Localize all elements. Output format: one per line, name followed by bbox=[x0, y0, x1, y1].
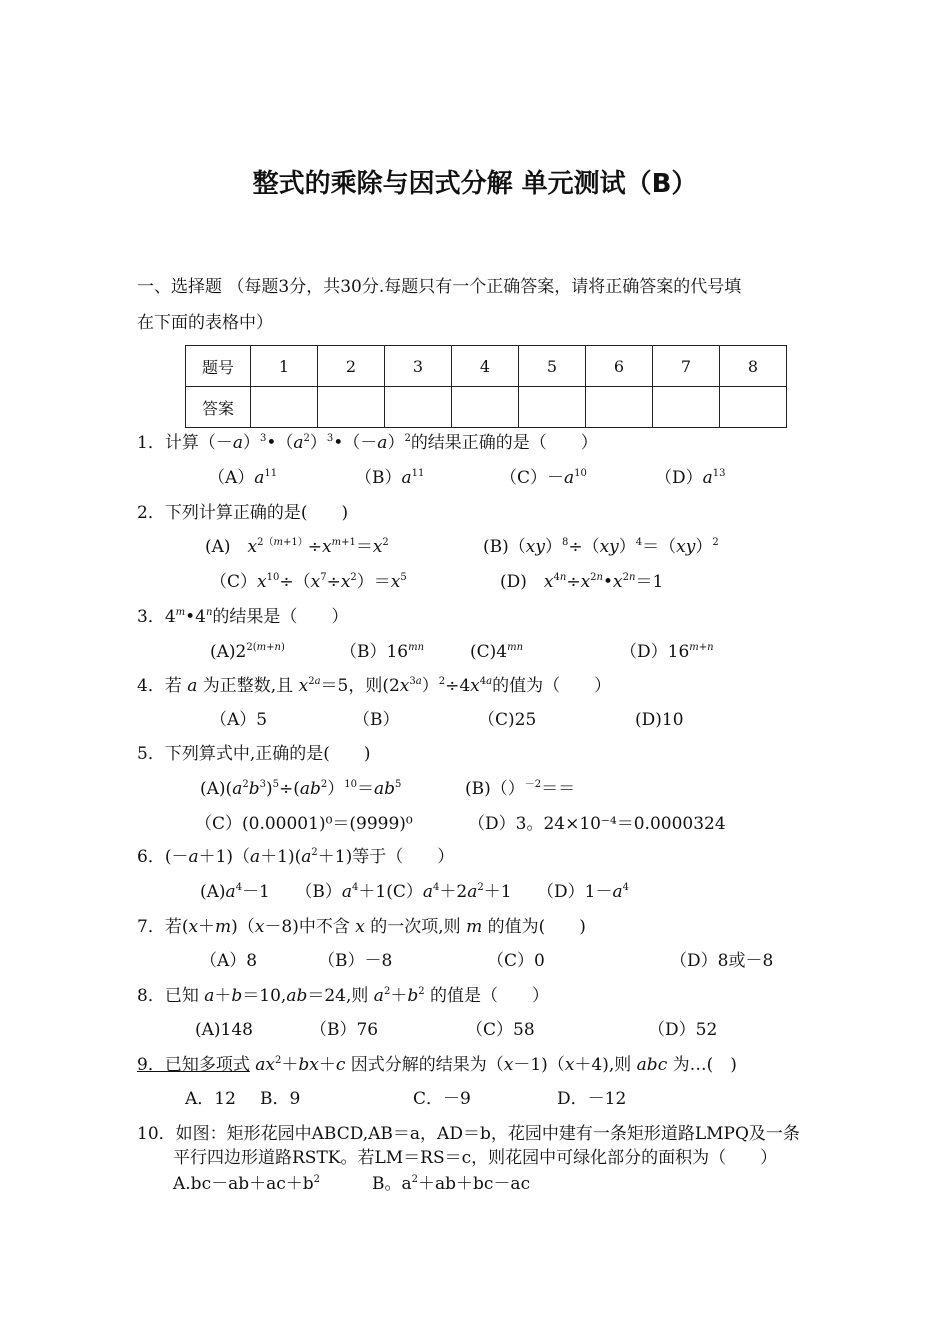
q3-option-d: $(D)16^{m+n}$ bbox=[620, 642, 714, 662]
question-9: 9．已知多项式 $ax^2+bx+c$ 因式分解的结果为（x－1)（x＋4),则 abc 为…( ) bbox=[137, 1055, 737, 1075]
q1-option-c: $(C)-a^{10}$ bbox=[500, 468, 587, 488]
table-header: 题号 bbox=[186, 346, 251, 387]
q2-option-c: $(C)x^{10}\div(x^7\div x^2)=x^5$ bbox=[210, 572, 407, 592]
q7-option-a: （A）8 bbox=[200, 951, 258, 971]
table-row bbox=[186, 387, 787, 428]
q9-option-c: C．－9 bbox=[413, 1089, 471, 1109]
q6-options: $(A)a^4-1$ $(B)a^4+1(C)a^4+2a^2+1$ $(D)1-a^4$ bbox=[200, 882, 629, 902]
table-row bbox=[186, 346, 787, 387]
question-2: 2．下列计算正确的是( ) bbox=[137, 503, 349, 523]
answer-cell-5[interactable] bbox=[519, 387, 586, 428]
q9-option-b: B．9 bbox=[260, 1089, 301, 1109]
table-cell: 6 bbox=[586, 346, 653, 387]
q5-option-b: (B)（）$^{-2}$＝＝ bbox=[465, 779, 576, 799]
page-title: 整式的乘除与因式分解 单元测试（B） bbox=[252, 169, 698, 199]
q9-option-d: D．－12 bbox=[557, 1089, 627, 1109]
question-3: 3．4$^m$•4$^n$的结果是（ ） bbox=[137, 607, 349, 627]
section-heading: 一、选择题 （每题3分，共30分.每题只有一个正确答案，请将正确答案的代号填 bbox=[137, 277, 742, 297]
question-4: 4．若 a 为正整数,且 $x^{2a}=5$，则$(2x^{3a})^2\div 4x^{4a}$的值为（ ） bbox=[137, 676, 612, 696]
q7-option-d: （D）8或－8 bbox=[670, 951, 774, 971]
table-cell: 7 bbox=[653, 346, 720, 387]
section-heading-cont: 在下面的表格中） bbox=[137, 313, 273, 333]
q5-option-d: （D）3。24×10⁻⁴＝0.0000324 bbox=[468, 814, 726, 834]
q10-option-a: $A.bc-ab+ac+b^2$ bbox=[173, 1174, 321, 1194]
table-cell: 1 bbox=[251, 346, 318, 387]
q2-option-d: (D) $x^{4n}\div x^{2n}•x^{2n}=1$ bbox=[500, 572, 664, 592]
q3-option-b: $(B)16^{mn}$ bbox=[340, 642, 425, 662]
q8-option-a: (A)148 bbox=[195, 1020, 253, 1040]
q2-option-a: (A) $x^{2(m+1)}\div x^{m+1}=x^2$ bbox=[205, 537, 389, 557]
table-cell: 3 bbox=[385, 346, 452, 387]
q4-option-a: （A）5 bbox=[210, 710, 268, 730]
answer-table bbox=[185, 345, 787, 428]
answer-cell-7[interactable] bbox=[653, 387, 720, 428]
q7-option-c: （C）0 bbox=[487, 951, 545, 971]
q4-option-d: (D)10 bbox=[635, 710, 684, 730]
answer-cell-4[interactable] bbox=[452, 387, 519, 428]
q1-option-a: $(A)a^{11}$ bbox=[208, 468, 278, 488]
q10-option-b: B。$a^2+ab+bc-ac$ bbox=[372, 1174, 531, 1194]
question-7: 7．若(x＋m)（x－8)中不含 x 的一次项,则 m 的值为( ) bbox=[137, 917, 586, 937]
table-header: 答案 bbox=[186, 387, 251, 428]
q1-option-d: $(D)a^{13}$ bbox=[655, 468, 726, 488]
question-6: 6．$(-a+1)(a+1)(a^2+1)$等于（ ） bbox=[137, 847, 455, 867]
answer-cell-3[interactable] bbox=[385, 387, 452, 428]
table-cell: 2 bbox=[318, 346, 385, 387]
q3-option-a: $(A)2^{2(m+n)}$ bbox=[210, 642, 285, 662]
answer-cell-8[interactable] bbox=[720, 387, 787, 428]
q8-option-c: （C）58 bbox=[466, 1020, 535, 1040]
table-cell: 5 bbox=[519, 346, 586, 387]
question-8: 8．已知 a＋b＝10,ab＝24,则 $a^2+b^2$ 的值是（ ） bbox=[137, 986, 549, 1006]
q8-option-d: （D）52 bbox=[648, 1020, 718, 1040]
q5-option-c: （C）(0.00001)⁰＝(9999)⁰ bbox=[195, 814, 413, 834]
question-1: 1．计算$(-a)^3•(a^2)^3•(-a)^2$的结果正确的是（ ） bbox=[137, 433, 598, 453]
q4-option-b: （B） bbox=[353, 710, 400, 730]
q9-option-a: A．12 bbox=[185, 1089, 236, 1109]
answer-cell-2[interactable] bbox=[318, 387, 385, 428]
question-5: 5．下列算式中,正确的是( ) bbox=[137, 744, 371, 764]
question-10-cont: 平行四边形道路RSTK。若LM＝RS＝c，则花园中可绿化部分的面积为（ ） bbox=[173, 1148, 778, 1168]
question-10: 10．如图：矩形花园中ABCD,AB＝a，AD＝b，花园中建有一条矩形道路LMPQ及一条 bbox=[137, 1124, 800, 1144]
q3-option-c: $(C)4^{mn}$ bbox=[470, 642, 524, 662]
q5-option-a: $(A)(a^2b^3)^5\div(ab^2)^{10}=ab^5$ bbox=[200, 779, 402, 799]
q1-option-b: $(B)a^{11}$ bbox=[355, 468, 425, 488]
q8-option-b: （B）76 bbox=[310, 1020, 379, 1040]
answer-cell-1[interactable] bbox=[251, 387, 318, 428]
answer-cell-6[interactable] bbox=[586, 387, 653, 428]
q2-option-b: (B)（xy）$^8$÷（xy）$^4$＝（xy）$^2$ bbox=[483, 537, 719, 557]
table-cell: 4 bbox=[452, 346, 519, 387]
q4-option-c: （C)25 bbox=[478, 710, 537, 730]
q7-option-b: （B）－8 bbox=[318, 951, 393, 971]
table-cell: 8 bbox=[720, 346, 787, 387]
